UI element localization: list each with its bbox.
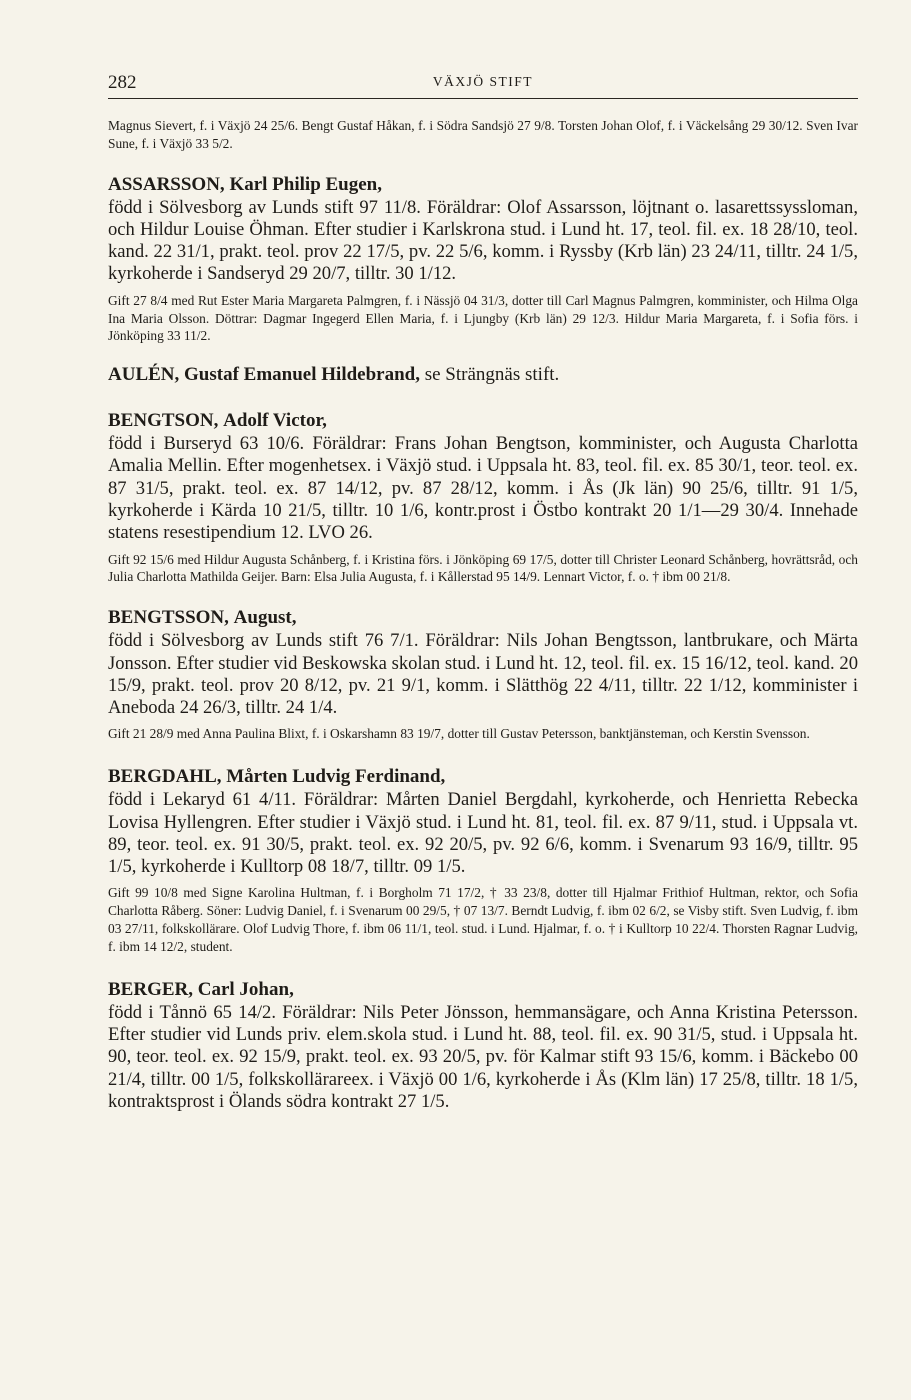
entry-given-names: Karl Philip Eugen, xyxy=(229,173,382,195)
entry-assarsson xyxy=(108,173,858,346)
entry-given-names: Gustaf Emanuel Hildebrand, xyxy=(184,364,420,386)
page-header xyxy=(108,72,858,99)
entry-given-names: Carl Johan, xyxy=(197,978,294,1000)
entry-biography: född i Burseryd 63 10/6. Föräldrar: Frans Johan Bengtson, komminister, och Augusta Charlotta Amalia Mellin. Efter mogenhetsex. i Växjö stud. i Uppsala ht. 83, teol. fil. ex. 85 30/1, teor. teol. ex. 87 31/5, prakt. teol. ex. 87 14/12, pv. 87 28/12, komm. i Ås (Jk län) 90 25/6, tilltr. 91 1/5, kyrkoherde i Kärda 10 21/5, tilltr. 10 1/6, kontr.prost i Östbo kontrakt 20 1/1—29 30/4. Innehade statens resestipendium 12. LVO 26. xyxy=(108,433,858,544)
entry-berger xyxy=(108,978,858,1113)
entry-biography: född i Lekaryd 61 4/11. Föräldrar: Mårten Daniel Bergdahl, kyrkoherde, och Henrietta Rebecka Lovisa Hyllengren. Efter studier i Växjö stud. i Lund ht. 81, teol. fil. ex. 87 9/11, stud. i Uppsala vt. 89, teor. teol. ex. 91 30/5, prakt. teol. ex. 92 20/5, pv. 92 6/6, komm. i Svenarum 93 16/9, tilltr. 95 1/5, kyrkoherde i Kulltorp 08 18/7, tilltr. 09 1/5. xyxy=(108,789,858,878)
entry-given-names: Mårten Ludvig Ferdinand, xyxy=(226,766,446,788)
entry-heading xyxy=(108,978,858,1002)
entry-surname: BENGTSSON, xyxy=(108,607,229,629)
running-title: VÄXJÖ STIFT xyxy=(432,74,534,89)
entry-biography: född i Sölvesborg av Lunds stift 97 11/8. Föräldrar: Olof Assarsson, löjtnant o. lasarettssyssloman, och Hildur Louise Öhman. Efter studier i Karlskrona stud. i Lund ht. 17, teol. fil. ex. 18 28/10, teol. kand. 22 31/1, prakt. teol. prov 22 17/5, pv. 22 5/6, komm. i Ryssby (Krb län) 23 24/11, tilltr. 24 1/5, kyrkoherde i Sandseryd 29 20/7, tilltr. 30 1/12. xyxy=(108,196,858,285)
entry-heading xyxy=(108,173,858,197)
entry-given-names: August, xyxy=(233,607,297,629)
entry-surname: BENGTSON, xyxy=(108,410,219,432)
continuation-text: Magnus Sievert, f. i Växjö 24 25/6. Bengt Gustaf Håkan, f. i Södra Sandsjö 27 9/8. Torsten Johan Olof, f. i Väckelsång 29 30/12. Sven Ivar Sune, f. i Växjö 33 5/2. xyxy=(108,118,858,151)
page-content xyxy=(108,117,858,1113)
entry-surname: AULÉN, xyxy=(108,364,180,386)
entry-given-names: Adolf Victor, xyxy=(223,410,327,432)
entry-biography: född i Sölvesborg av Lunds stift 76 7/1. Föräldrar: Nils Johan Bengtsson, lantbrukare, och Märta Jonsson. Efter studier vid Beskowska skolan stud. i Lund ht. 12, teol. fil. ex. 15 16/12, teol. kand. 20 15/9, prakt. teol. prov 20 8/12, pv. 21 9/1, komm. i Slätthög 22 4/11, tilltr. 22 1/12, komminister i Aneboda 24 26/3, tilltr. 24 1/4. xyxy=(108,630,858,719)
entry-bergdahl xyxy=(108,765,858,955)
entry-family: Gift 21 28/9 med Anna Paulina Blixt, f. i Oskarshamn 83 19/7, dotter till Gustav Petersson, banktjänsteman, och Kerstin Svensson. xyxy=(108,726,810,742)
entry-heading xyxy=(108,765,858,789)
entry-heading xyxy=(108,606,858,630)
entry-family: Gift 99 10/8 med Signe Karolina Hultman, f. i Borgholm 71 17/2, † 33 23/8, dotter till Hjalmar Frithiof Hultman, rektor, och Sofia Charlotta Råberg. Söner: Ludvig Daniel, f. i Svenarum 00 29/5, † 07 13/7. Berndt Ludvig, f. ibm 02 6/2, se Visby stift. Sven Ludvig, f. ibm 03 27/11, folkskollärare. Olof Ludvig Thore, f. ibm 06 11/1, teol. stud. i Lund. Hjalmar, f. o. † i Kulltorp 10 22/4. Thorsten Ragnar Ludvig, f. ibm 14 12/2, student. xyxy=(108,885,858,954)
entry-bengtson xyxy=(108,409,858,586)
page-number: 282 xyxy=(108,72,137,93)
entry-surname: ASSARSSON, xyxy=(108,173,225,195)
entry-biography: född i Tånnö 65 14/2. Föräldrar: Nils Peter Jönsson, hemmansägare, och Anna Kristina Petersson. Efter studier vid Lunds priv. elem.skola stud. i Lund ht. 88, teol. fil. ex. 90 31/5, stud. i Uppsala ht. 90, teor. teol. ex. 92 15/9, prakt. teol. ex. 93 20/5, pv. för Kalmar stift 93 15/6, komm. i Bäckebo 00 21/4, tilltr. 00 1/5, folkskollärareex. i Växjö 00 1/6, kyrkoherde i Ås (Klm län) 17 25/8, tilltr. 18 1/5, kontraktsprost i Ölands södra kontrakt 27 1/5. xyxy=(108,1001,858,1112)
entry-surname: BERGER, xyxy=(108,978,193,1000)
entry-surname: BERGDAHL, xyxy=(108,766,222,788)
entry-heading xyxy=(108,363,858,387)
entry-heading xyxy=(108,409,858,433)
entry-cross-reference: se Strängnäs stift. xyxy=(424,364,560,386)
entry-family: Gift 27 8/4 med Rut Ester Maria Margareta Palmgren, f. i Nässjö 04 31/3, dotter till Carl Magnus Palmgren, komminister, och Hilma Olga Ina Maria Olsson. Döttrar: Dagmar Ingegerd Ellen Maria, f. i Ljungby (Krb län) 29 12/3. Hildur Maria Margareta, f. i Sofia förs. i Jönköping 33 11/2. xyxy=(108,292,858,344)
entry-aulen xyxy=(108,363,858,387)
entry-family: Gift 92 15/6 med Hildur Augusta Schånberg, f. i Kristina förs. i Jönköping 69 17/5, dotter till Christer Leonard Schånberg, hovrättsråd, och Julia Charlotta Mathilda Geijer. Barn: Elsa Julia Augusta, f. i Kållerstad 95 14/9. Lennart Victor, f. o. † ibm 00 21/8. xyxy=(108,551,858,585)
entry-bengtsson xyxy=(108,606,858,743)
